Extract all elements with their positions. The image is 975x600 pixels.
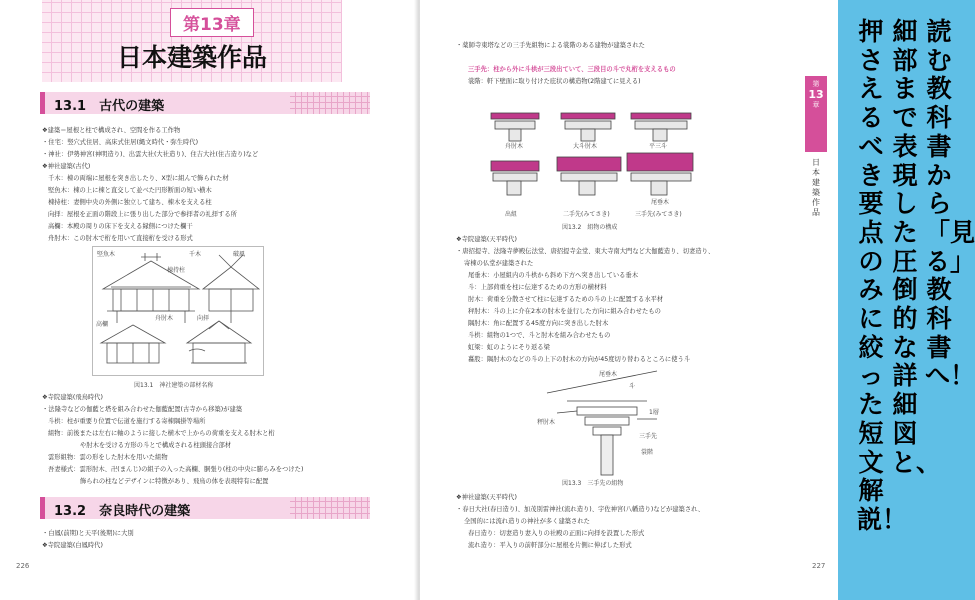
- text-line: 全国的には流れ造りの神社が多く建築された: [464, 518, 590, 525]
- figure-label: 秤肘木: [537, 419, 556, 426]
- three-step-bracket-drawing: [537, 367, 667, 477]
- text-line: 組物：前後または左右に軸のように接した横木で上からの荷重を支える肘木と桁: [48, 430, 275, 437]
- text-line: ・唐招提寺、法隆寺夢殿伝法堂、唐招提寺金堂、東大寺南大門など大伽藍造り、切妻造り、: [456, 248, 715, 255]
- figure-label: 破風: [233, 251, 246, 258]
- figure-label: 尾垂木: [599, 371, 618, 378]
- text-line: 舟肘木：この肘木で桁を用いて直接桁を受ける形式: [48, 235, 193, 242]
- text-line: ・住宅：竪穴式住居、高床式住居(縄文時代・弥生時代): [42, 139, 199, 146]
- text-line: ❖神社建築(古代): [42, 163, 91, 170]
- figure-caption: 図13.2 組物の構成: [562, 224, 618, 231]
- figure-label: 斗: [629, 383, 636, 390]
- figure-label: 二手先(みてさき): [563, 211, 610, 218]
- text-line: 斗栱：組物の1つで、斗と肘木を組み合わせたもの: [468, 332, 611, 339]
- figure-label: 裳階: [641, 449, 654, 456]
- text-line: ❖寺院建築(天平時代): [456, 236, 517, 243]
- text-line: ・薬師寺東塔などの三手先組物による裳階のある建物が建築された: [456, 42, 645, 49]
- text-line: 寄棟の仏堂が建築された: [464, 260, 534, 267]
- text-line: ❖建築＝屋根と柱で構成され、空間を作る工作物: [42, 127, 181, 134]
- text-line: ❖寺院建築(白鳳時代): [42, 542, 103, 549]
- right-page: [420, 0, 838, 600]
- figure-label: 出組: [505, 211, 518, 218]
- chapter-number: 第13章: [170, 8, 254, 37]
- figure-label: 尾垂木: [651, 199, 670, 206]
- figure-label: 舟肘木: [155, 315, 174, 322]
- text-line: 秤肘木：斗の上に介在2本の肘木を並行した方向に組み合わせたもの: [468, 308, 661, 315]
- text-line: 飾られの柱などデザインに特徴があり、飛鳥の体を表現特有に配置: [80, 478, 269, 485]
- chapter-header: [42, 0, 342, 82]
- text-line: 虹梁：虹のようにそり返る梁: [468, 344, 550, 351]
- text-line: ・神社：伊勢神宮(神明造り)、出雲大社(大社造り)、住吉大社(住吉造り)など: [42, 151, 259, 158]
- figure-label: 平三斗: [649, 143, 668, 150]
- text-line: 高欄：本殿の周りの床下を支える縁側につけた欄干: [48, 223, 193, 230]
- text-line: 肘木：荷重を分散させて柱に伝達するための斗の上に配置する水平材: [468, 296, 664, 303]
- text-line: 棟持柱：妻側中央の外側に独立して建ち、棟木を支える柱: [48, 199, 212, 206]
- figure-label: 大斗肘木: [573, 143, 598, 150]
- text-line: ❖神社建築(天平時代): [456, 494, 517, 501]
- text-line: ・法隆寺などの伽藍と塔を組み合わせた伽藍配置(古寺から移築)が建築: [42, 406, 243, 413]
- text-line: 堅魚木：棟の上に棟と直交して並べた円形断面の短い横木: [48, 187, 212, 194]
- figure-label: 三手先(みてさき): [635, 211, 682, 218]
- text-line: ・白鳳(前期)と天平(後期)に大別: [42, 530, 134, 537]
- text-line: や肘木を受ける方形の斗とで構成される柱頭接合部材: [80, 442, 232, 449]
- section-heading-13-2: 13.2 奈良時代の建築: [40, 497, 370, 519]
- figure-caption: 図13.1 神社建築の部材名称: [134, 382, 214, 389]
- page-number-right: 227: [812, 562, 826, 570]
- figure-label: 舟肘木: [505, 143, 524, 150]
- promo-line-1: 読む教科書から「見る」教科書へ！: [925, 17, 975, 391]
- text-line: 隅肘木：角に配置する45度方向に突き出した肘木: [468, 320, 609, 327]
- text-line: 裳階：軒下壁面に取り付けた庇状の構造物(2階建てに見える): [468, 78, 641, 85]
- page-number-left: 226: [16, 562, 30, 570]
- section-heading-13-1: 13.1 古代の建築: [40, 92, 370, 114]
- figure-label: 高欄: [96, 321, 109, 328]
- figure-label: 千木: [189, 251, 202, 258]
- figure-label: 1層: [649, 409, 659, 416]
- text-line: 斗栱：柱が重要り位置で伝道を施行する寄棟隅掛等場所: [48, 418, 206, 425]
- text-line: ・春日大社(春日造り)、加茂別雷神社(流れ造り)、宇佐神宮(八幡造り)などが建築され、: [456, 506, 705, 513]
- promo-line-2: 細部まで表現した圧倒的な詳細図と、: [891, 17, 942, 477]
- figure-label: 向拝: [197, 315, 210, 322]
- bracket-set-diagram: [486, 92, 698, 222]
- figure-caption: 図13.3 三手先の組物: [562, 480, 624, 487]
- text-line: 尾垂木：小屋組内の斗栱から斜め下方へ突き出している垂木: [468, 272, 639, 279]
- three-step-bracket-diagram: [536, 366, 668, 478]
- left-page: [0, 0, 418, 600]
- side-vertical-title: 日本建築作品: [812, 158, 820, 217]
- figure-label: 三手先: [639, 433, 658, 440]
- shrine-diagram: [92, 246, 264, 376]
- text-line: 千木：棟の両端に屋根を突き出したり、X型に組んで飾られた材: [48, 175, 229, 182]
- text-line: 蟇股：隅肘木のなどの斗の上下の肘木の方向が45度切り替わるところに使う斗: [468, 356, 691, 363]
- chapter-title: 日本建築作品: [116, 43, 267, 72]
- chapter-side-tab: 第 13 章: [805, 76, 827, 152]
- text-line: 三手先：柱から外に斗栱が三段出ていて、三段目の斗で丸桁を支えるもの: [468, 66, 676, 73]
- text-line: 斗：上部荷重を柱に伝達するための方形の横材料: [468, 284, 607, 291]
- text-line: ❖寺院建築(飛鳥時代): [42, 394, 103, 401]
- text-line: 吾妻様式：雲形肘木、卍(まんじ)の組子の入った高欄、胴張り(柱の中央に膨らみをつけた): [48, 466, 304, 473]
- promo-line-3: 押さえるべき要点のみに絞った短文解説！: [857, 17, 908, 534]
- text-line: 春日造り：切妻造り妻入りの社殿の正面に向拝を設置した形式: [468, 530, 645, 537]
- text-line: 向拝：屋根を正面の階段上に張り出した部分で参拝者の礼拝する所: [48, 211, 237, 218]
- text-line: 流れ造り：平入りの前軒部分に屋根を片側に伸ばした形式: [468, 542, 632, 549]
- text-line: 雲形組物：雲の形をした肘木を用いた組物: [48, 454, 168, 461]
- figure-label: 棟持柱: [167, 267, 186, 274]
- figure-label: 堅魚木: [97, 251, 116, 258]
